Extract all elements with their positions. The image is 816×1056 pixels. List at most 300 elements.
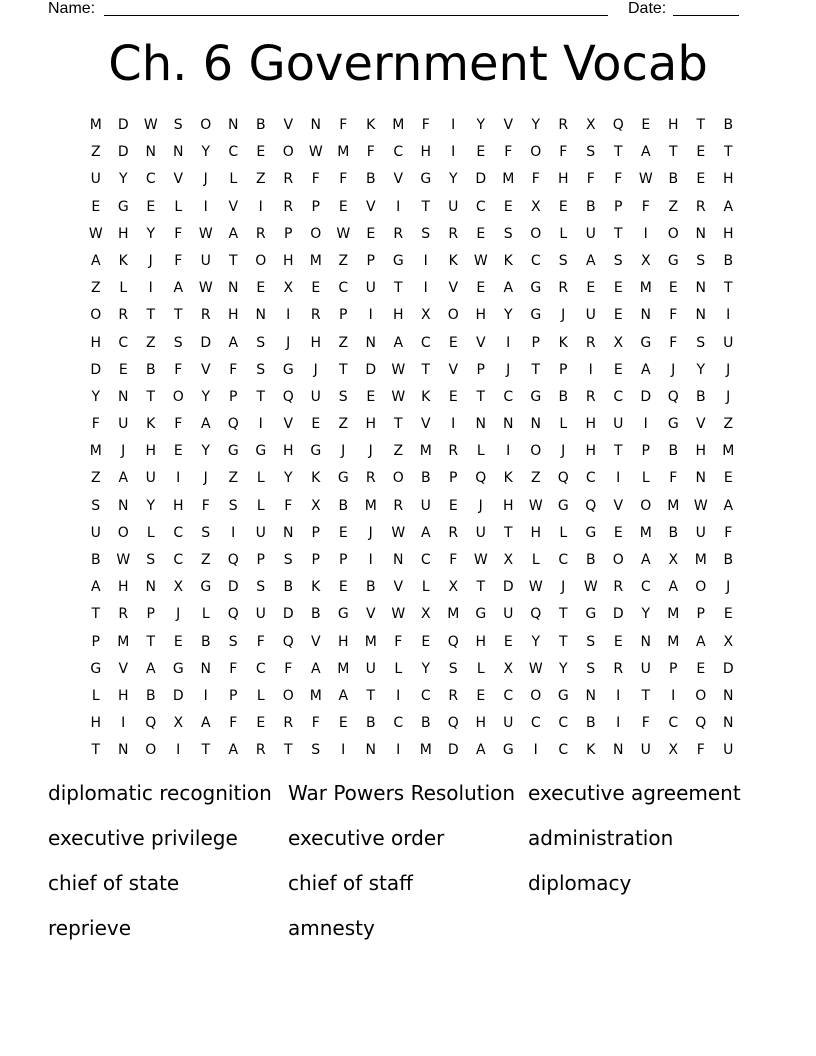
grid-letter: F (559, 144, 568, 161)
grid-letter: G (502, 742, 514, 759)
date-blank-line (673, 15, 739, 16)
grid-letter: J (478, 497, 483, 514)
grid-letter: A (200, 715, 211, 732)
grid-letter: N (145, 144, 156, 161)
grid-letter: N (695, 225, 706, 242)
grid-letter: F (669, 307, 678, 324)
grid-letter: E (476, 225, 486, 242)
grid-letter: F (641, 198, 650, 215)
grid-letter: F (284, 660, 293, 677)
grid-letter: S (173, 334, 183, 351)
grid-letter: E (256, 144, 266, 161)
grid-letter: A (723, 198, 734, 215)
grid-letter: W (638, 171, 653, 188)
grid-letter: B (723, 252, 734, 269)
grid-letter: K (448, 252, 458, 269)
grid-letter: O (530, 687, 542, 704)
grid-letter: W (308, 144, 323, 161)
grid-letter: S (146, 552, 156, 568)
grid-letter: O (530, 443, 542, 460)
grid-letter: T (558, 633, 568, 650)
grid-letter: H (585, 416, 597, 433)
grid-letter: E (366, 225, 376, 242)
grid-letter: I (643, 416, 648, 433)
grid-letter: U (613, 416, 624, 433)
grid-letter: C (420, 334, 431, 351)
grid-letter: B (420, 470, 431, 487)
grid-letter: L (476, 443, 485, 460)
grid-letter: R (613, 579, 624, 596)
grid-letter: C (228, 144, 239, 161)
grid-letter: E (118, 361, 128, 378)
grid-letter: X (723, 633, 734, 650)
grid-letter: D (90, 361, 102, 378)
grid-letter: W (336, 225, 351, 242)
grid-letter: M (337, 660, 350, 677)
grid-letter: T (228, 252, 238, 269)
grid-letter: I (286, 307, 291, 324)
grid-letter: N (695, 307, 706, 324)
grid-letter: S (283, 552, 293, 568)
grid-letter: K (503, 252, 513, 269)
grid-letter: L (394, 660, 403, 677)
grid-letter: F (229, 361, 238, 378)
grid-letter: W (198, 225, 213, 242)
grid-letter: H (475, 633, 487, 650)
grid-letter: O (172, 388, 184, 405)
grid-letter: E (256, 715, 266, 732)
grid-letter: I (533, 742, 538, 759)
grid-row (82, 275, 742, 302)
grid-letter: E (696, 144, 706, 161)
grid-letter: R (255, 742, 266, 759)
grid-letter: E (338, 524, 348, 541)
grid-letter: S (228, 633, 238, 650)
grid-letter: W (528, 497, 543, 514)
grid-letter: V (448, 280, 459, 297)
grid-letter: M (309, 687, 322, 704)
grid-letter: M (639, 524, 652, 541)
grid-row (82, 139, 742, 166)
grid-letter: I (616, 470, 621, 487)
grid-letter: I (258, 198, 263, 215)
grid-letter: N (695, 470, 706, 487)
grid-letter: D (117, 144, 129, 161)
grid-letter: V (283, 117, 294, 133)
grid-letter: P (284, 225, 293, 242)
grid-letter: X (283, 280, 294, 297)
grid-letter: E (338, 579, 348, 596)
grid-letter: T (668, 144, 678, 161)
grid-letter: Z (338, 416, 349, 433)
grid-letter: A (695, 633, 706, 650)
grid-letter: K (503, 470, 513, 487)
grid-letter: E (613, 361, 623, 378)
grid-letter: W (116, 552, 131, 568)
grid-letter: K (558, 334, 568, 351)
grid-letter: X (448, 579, 459, 596)
grid-letter: D (447, 742, 459, 759)
grid-letter: H (722, 171, 734, 188)
grid-letter: E (668, 280, 678, 297)
grid-letter: Q (227, 606, 239, 623)
grid-row (82, 737, 742, 764)
grid-letter: Z (338, 334, 349, 351)
grid-letter: Z (90, 470, 101, 487)
grid-letter: T (146, 633, 156, 650)
grid-letter: R (585, 388, 596, 405)
grid-letter: L (201, 606, 210, 623)
grid-letter: M (667, 633, 680, 650)
grid-letter: V (173, 171, 184, 188)
grid-letter: R (255, 225, 266, 242)
grid-letter: C (173, 524, 184, 541)
grid-letter: T (613, 443, 623, 460)
grid-letter: M (639, 280, 652, 297)
grid-letter: N (695, 280, 706, 297)
grid-letter: U (640, 742, 651, 759)
grid-letter: V (475, 334, 486, 351)
grid-letter: Y (201, 443, 211, 460)
grid-letter: O (255, 252, 267, 269)
grid-letter: T (173, 307, 183, 324)
grid-letter: X (530, 198, 541, 215)
grid-letter: I (368, 552, 373, 568)
grid-letter: E (173, 443, 183, 460)
grid-letter: S (503, 225, 513, 242)
grid-letter: V (365, 198, 376, 215)
grid-letter: U (640, 660, 651, 677)
grid-letter: E (641, 117, 651, 133)
grid-letter: A (90, 252, 101, 269)
grid-letter: P (91, 633, 100, 650)
grid-letter: X (173, 579, 184, 596)
grid-letter: P (449, 470, 458, 487)
grid-letter: U (503, 715, 514, 732)
word-list-item: administration (528, 826, 674, 850)
grid-letter: I (396, 687, 401, 704)
grid-letter: B (145, 687, 156, 704)
grid-letter: R (365, 470, 376, 487)
grid-letter: E (613, 524, 623, 541)
grid-letter: W (391, 524, 406, 541)
grid-letter: A (228, 225, 239, 242)
grid-letter: U (365, 660, 376, 677)
grid-letter: W (391, 606, 406, 623)
grid-letter: T (393, 416, 403, 433)
grid-letter: U (585, 225, 596, 242)
grid-letter: L (256, 470, 265, 487)
grid-letter: E (503, 633, 513, 650)
grid-letter: T (91, 606, 101, 623)
header (48, 0, 748, 22)
grid-letter: C (530, 252, 541, 269)
grid-letter: F (669, 470, 678, 487)
grid-row (82, 710, 742, 737)
grid-letter: M (117, 633, 130, 650)
grid-letter: R (283, 715, 294, 732)
grid-letter: F (394, 633, 403, 650)
grid-row (82, 547, 742, 574)
grid-letter: R (695, 198, 706, 215)
grid-letter: H (172, 497, 184, 514)
grid-letter: J (121, 443, 126, 460)
grid-letter: R (448, 443, 459, 460)
grid-letter: W (693, 497, 708, 514)
grid-letter: E (723, 470, 733, 487)
grid-letter: U (365, 280, 376, 297)
grid-letter: R (118, 307, 129, 324)
grid-letter: Q (612, 117, 624, 133)
grid-letter: I (396, 742, 401, 759)
grid-letter: F (174, 416, 183, 433)
grid-letter: N (228, 117, 239, 133)
grid-letter: N (613, 742, 624, 759)
grid-letter: T (201, 742, 211, 759)
grid-letter: A (228, 334, 239, 351)
grid-letter: O (145, 742, 157, 759)
grid-letter: Y (421, 660, 431, 677)
grid-letter: G (337, 606, 349, 623)
grid-letter: Z (228, 470, 239, 487)
grid-letter: O (530, 144, 542, 161)
grid-letter: Y (448, 171, 458, 188)
grid-letter: T (723, 280, 733, 297)
grid-letter: V (503, 117, 514, 133)
grid-letter: S (586, 144, 596, 161)
grid-letter: R (558, 280, 569, 297)
grid-letter: C (393, 715, 404, 732)
grid-row (82, 302, 742, 329)
grid-row (82, 601, 742, 628)
grid-letter: F (339, 117, 348, 133)
grid-letter: I (423, 252, 428, 269)
grid-letter: P (229, 687, 238, 704)
grid-letter: M (89, 443, 102, 460)
grid-letter: X (613, 334, 624, 351)
grid-letter: H (117, 579, 129, 596)
grid-letter: S (201, 524, 211, 541)
grid-letter: O (282, 144, 294, 161)
grid-letter: H (420, 144, 432, 161)
grid-letter: T (283, 742, 293, 759)
grid-letter: J (368, 524, 373, 541)
grid-letter: L (91, 687, 100, 704)
grid-letter: R (558, 117, 569, 133)
grid-letter: W (88, 225, 103, 242)
grid-letter: I (616, 687, 621, 704)
grid-letter: C (613, 388, 624, 405)
grid-letter: P (641, 443, 650, 460)
grid-letter: I (643, 225, 648, 242)
grid-letter: E (586, 280, 596, 297)
grid-letter: W (198, 280, 213, 297)
word-list-item: executive privilege (48, 826, 238, 850)
grid-letter: P (614, 198, 623, 215)
grid-letter: T (338, 361, 348, 378)
grid-letter: T (696, 117, 706, 133)
grid-letter: A (393, 334, 404, 351)
grid-letter: E (613, 307, 623, 324)
grid-letter: C (255, 660, 266, 677)
grid-letter: X (503, 552, 514, 568)
grid-letter: E (338, 715, 348, 732)
grid-letter: Q (145, 715, 157, 732)
grid-letter: T (421, 198, 431, 215)
grid-letter: Z (393, 443, 404, 460)
grid-letter: F (91, 416, 100, 433)
grid-letter: C (668, 715, 679, 732)
grid-letter: F (641, 715, 650, 732)
grid-letter: Q (557, 470, 569, 487)
grid-letter: J (313, 361, 318, 378)
grid-letter: B (585, 198, 596, 215)
grid-letter: A (173, 280, 184, 297)
grid-row (82, 194, 742, 221)
grid-letter: Q (282, 633, 294, 650)
grid-letter: V (228, 198, 239, 215)
word-list-item: diplomatic recognition (48, 781, 272, 805)
grid-letter: B (695, 388, 706, 405)
grid-letter: U (255, 524, 266, 541)
grid-letter: V (695, 416, 706, 433)
grid-letter: P (339, 307, 348, 324)
grid-letter: M (667, 606, 680, 623)
grid-letter: B (338, 497, 349, 514)
grid-letter: G (172, 660, 184, 677)
grid-letter: E (448, 497, 458, 514)
word-list-item: chief of state (48, 871, 180, 895)
grid-letter: P (696, 606, 705, 623)
grid-letter: N (310, 117, 321, 133)
grid-letter: X (585, 117, 596, 133)
grid-letter: G (420, 171, 432, 188)
grid-letter: E (503, 198, 513, 215)
grid-row (82, 248, 742, 275)
grid-letter: N (118, 742, 129, 759)
grid-letter: D (172, 687, 184, 704)
grid-letter: F (586, 171, 595, 188)
grid-letter: B (558, 388, 569, 405)
grid-letter: D (200, 334, 212, 351)
grid-letter: C (585, 470, 596, 487)
grid-letter: J (176, 606, 181, 623)
grid-letter: I (451, 416, 456, 433)
grid-letter: I (671, 687, 676, 704)
grid-letter: J (506, 361, 511, 378)
grid-letter: W (473, 552, 488, 568)
grid-letter: F (174, 361, 183, 378)
grid-letter: Y (558, 660, 568, 677)
grid-letter: U (420, 497, 431, 514)
grid-letter: E (558, 198, 568, 215)
grid-letter: E (476, 144, 486, 161)
grid-letter: P (256, 552, 265, 568)
grid-letter: Y (503, 307, 513, 324)
word-list-item: War Powers Resolution (288, 781, 516, 805)
grid-letter: H (585, 443, 597, 460)
grid-letter: L (559, 225, 568, 242)
grid-letter: N (228, 280, 239, 297)
grid-letter: E (338, 198, 348, 215)
grid-row (82, 384, 742, 411)
grid-letter: G (585, 524, 597, 541)
grid-letter: U (475, 524, 486, 541)
grid-letter: Y (146, 225, 156, 242)
grid-letter: G (530, 307, 542, 324)
grid-letter: F (421, 117, 430, 133)
grid-letter: S (91, 497, 101, 514)
grid-letter: G (90, 660, 102, 677)
grid-letter: Q (667, 388, 679, 405)
grid-letter: F (174, 225, 183, 242)
grid-letter: O (90, 307, 102, 324)
grid-letter: A (640, 552, 651, 568)
grid-letter: C (475, 198, 486, 215)
grid-letter: R (448, 225, 459, 242)
grid-letter: H (475, 307, 487, 324)
grid-letter: C (503, 687, 514, 704)
grid-letter: O (640, 497, 652, 514)
grid-letter: E (723, 606, 733, 623)
grid-letter: B (668, 171, 679, 188)
grid-letter: L (476, 660, 485, 677)
grid-letter: A (723, 497, 734, 514)
grid-letter: B (668, 443, 679, 460)
grid-letter: K (586, 742, 596, 759)
grid-letter: O (695, 687, 707, 704)
grid-letter: S (311, 742, 321, 759)
grid-letter: I (258, 416, 263, 433)
grid-letter: F (256, 633, 265, 650)
grid-letter: Q (530, 606, 542, 623)
grid-letter: C (558, 742, 569, 759)
grid-letter: H (310, 334, 322, 351)
grid-letter: W (391, 388, 406, 405)
grid-letter: D (227, 579, 239, 596)
grid-letter: E (476, 280, 486, 297)
grid-letter: M (667, 497, 680, 514)
grid-letter: Y (531, 117, 541, 133)
grid-letter: O (310, 225, 322, 242)
grid-letter: I (396, 198, 401, 215)
grid-letter: T (503, 524, 513, 541)
grid-letter: N (200, 660, 211, 677)
grid-letter: E (256, 280, 266, 297)
grid-letter: B (585, 715, 596, 732)
grid-letter: H (722, 225, 734, 242)
grid-letter: H (117, 225, 129, 242)
grid-letter: B (200, 633, 211, 650)
word-list-item: amnesty (288, 916, 375, 940)
grid-letter: T (393, 280, 403, 297)
grid-letter: T (476, 579, 486, 596)
grid-letter: B (723, 117, 734, 133)
grid-letter: R (283, 198, 294, 215)
grid-letter: Y (118, 171, 128, 188)
grid-letter: G (282, 361, 294, 378)
grid-letter: F (696, 742, 705, 759)
grid-letter: K (118, 252, 128, 269)
grid-letter: C (338, 280, 349, 297)
grid-letter: G (200, 579, 212, 596)
grid-letter: N (475, 416, 486, 433)
grid-letter: H (530, 524, 542, 541)
word-list-item: reprieve (48, 916, 132, 940)
grid-letter: Z (90, 144, 101, 161)
grid-letter: A (475, 742, 486, 759)
grid-letter: J (561, 579, 566, 596)
